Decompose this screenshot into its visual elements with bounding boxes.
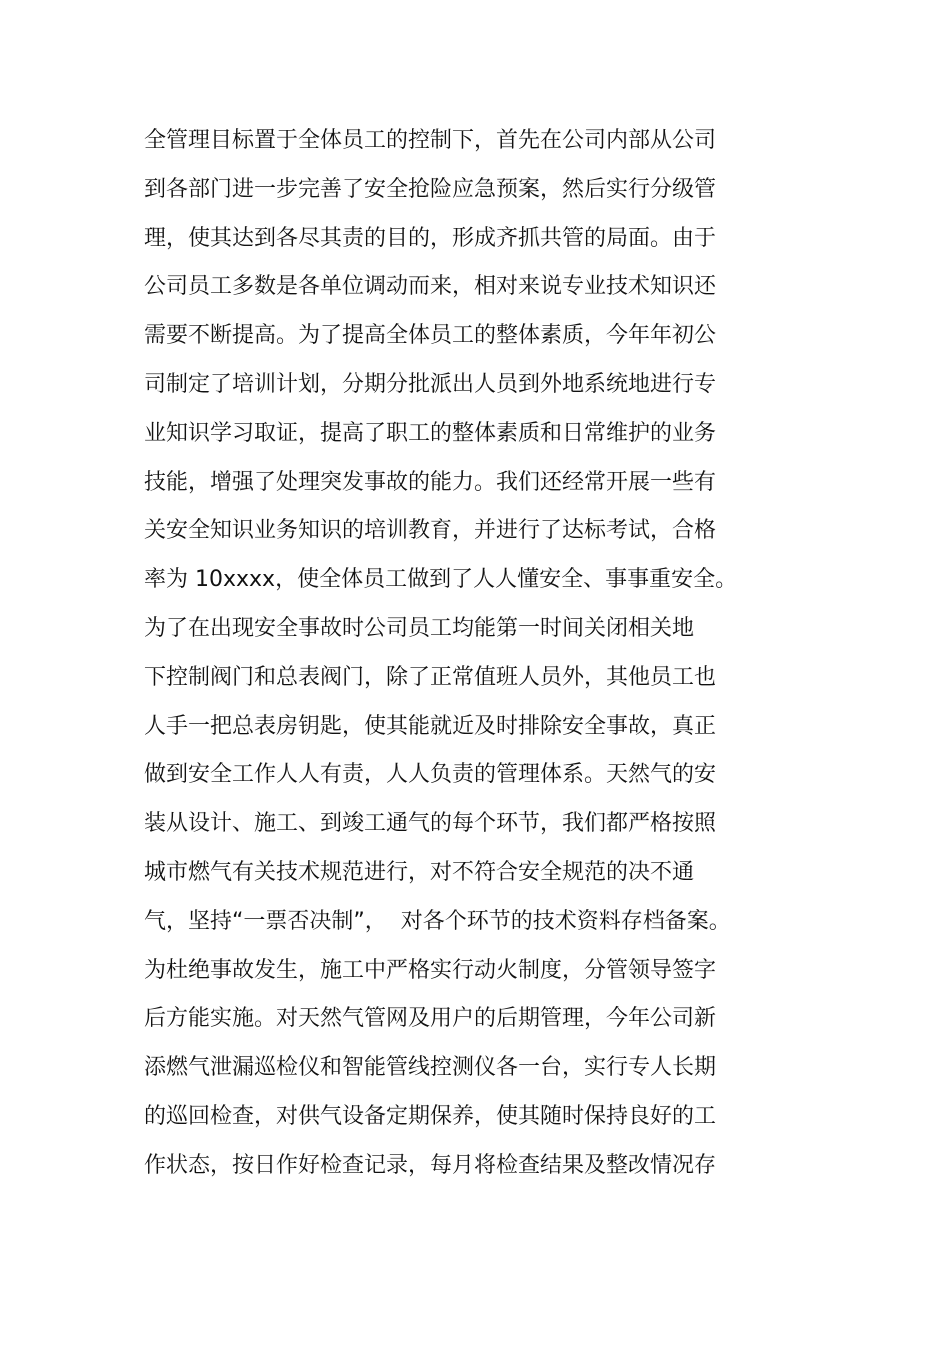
text-line: 公司员工多数是各单位调动而来，相对来说专业技术知识还 <box>144 274 717 300</box>
text-line: 下控制阀门和总表阀门，除了正常值班人员外，其他员工也 <box>144 664 717 690</box>
text-line: 技能，增强了处理突发事故的能力。我们还经常开展一些有 <box>144 469 717 495</box>
text-line: 作状态，按日作好检查记录，每月将检查结果及整改情况存 <box>144 1152 717 1178</box>
body-text <box>144 121 944 1195</box>
text-line: 后方能实施。对天然气管网及用户的后期管理，今年公司新 <box>144 1006 717 1032</box>
text-line: 为杜绝事故发生，施工中严格实行动火制度，分管领导签字 <box>144 957 717 983</box>
text-line: 人手一把总表房钥匙，使其能就近及时排除安全事故，真正 <box>144 713 717 739</box>
text-line: 司制定了培训计划，分期分批派出人员到外地系统地进行专 <box>144 371 717 397</box>
text-line: 做到安全工作人人有责，人人负责的管理体系。天然气的安 <box>144 762 717 788</box>
text-line: 添燃气泄漏巡检仪和智能管线控测仪各一台，实行专人长期 <box>144 1055 717 1081</box>
text-line: 为了在出现安全事故时公司员工均能第一时间关闭相关地 <box>144 615 695 641</box>
text-line: 的巡回检查，对供气设备定期保养，使其随时保持良好的工 <box>144 1103 717 1129</box>
text-line: 城市燃气有关技术规范进行，对不符合安全规范的决不通 <box>144 859 695 885</box>
text-line: 装从设计、施工、到竣工通气的每个环节，我们都严格按照 <box>144 811 717 837</box>
text-line: 需要不断提高。为了提高全体员工的整体素质，今年年初公 <box>144 323 717 349</box>
text-line: 气，坚持“一票否决制”， 对各个环节的技术资料存档备案。 <box>144 908 731 934</box>
text-line: 率为 10xxxx，使全体员工做到了人人懂安全、事事重安全。 <box>144 567 738 593</box>
text-line: 到各部门进一步完善了安全抢险应急预案，然后实行分级管 <box>144 176 717 202</box>
text-line: 关安全知识业务知识的培训教育，并进行了达标考试，合格 <box>144 518 717 544</box>
text-line: 全管理目标置于全体员工的控制下，首先在公司内部从公司 <box>144 128 717 153</box>
text-line: 业知识学习取证，提高了职工的整体素质和日常维护的业务 <box>144 420 717 446</box>
text-line: 理，使其达到各尽其责的目的，形成齐抓共管的局面。由于 <box>144 225 717 251</box>
